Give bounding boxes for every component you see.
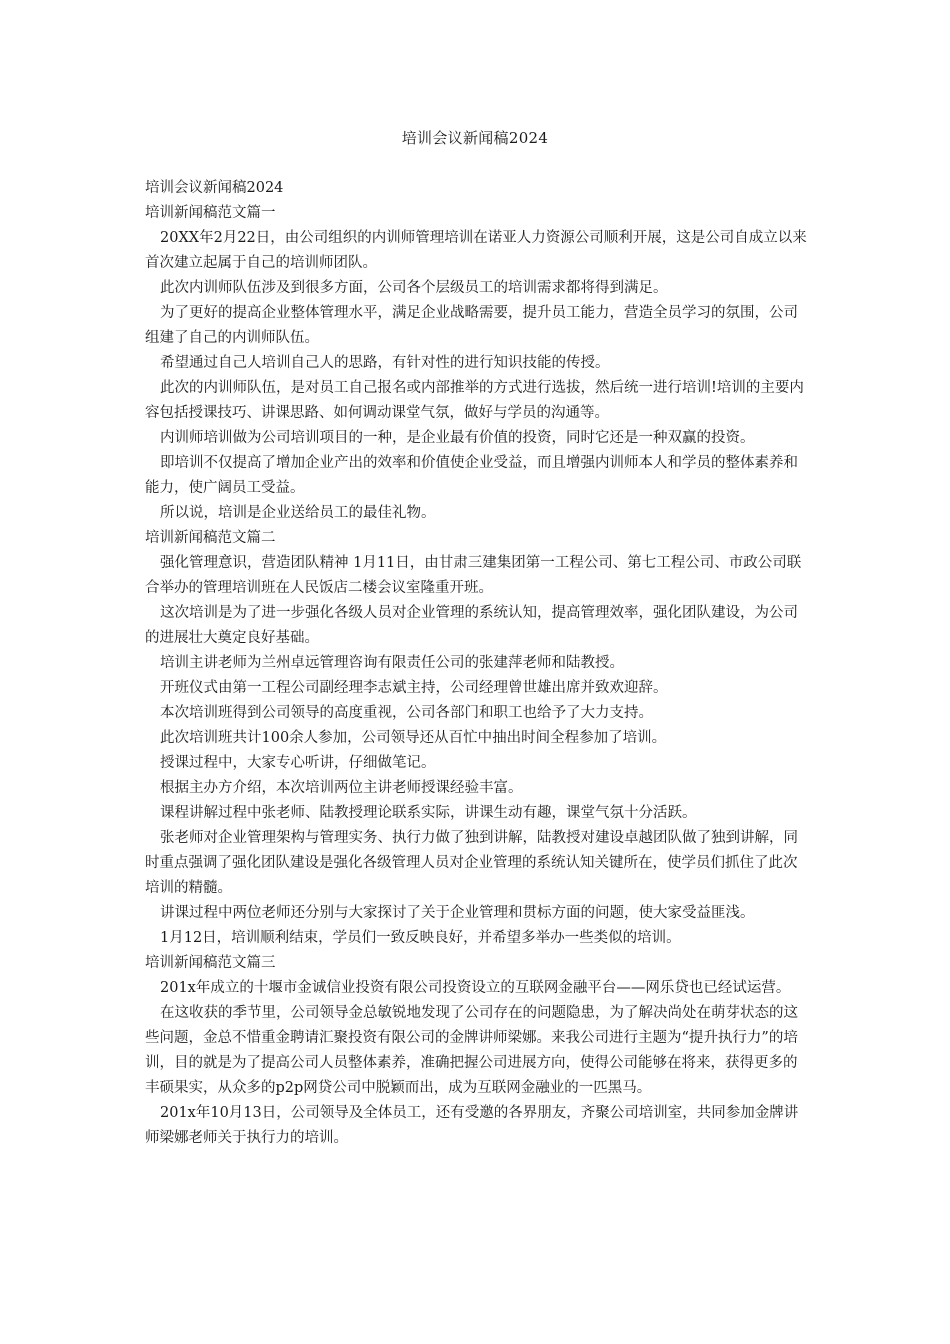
body-paragraph: 在这收获的季节里，公司领导金总敏锐地发现了公司存在的问题隐患，为了解决尚处在萌芽状态的这些问题，金总不惜重金聘请汇聚投资有限公司的金牌讲师梁娜。来我公司进行主题为“提升执行力”的培训，目的就是为了提高公司人员整体素养，准确把握公司进展方向，使得公司能够在将来，获得更多的丰硕果实，从众多的p2p网贷公司中脱颖而出，成为互联网金融业的一匹黑马。 [145,1005,798,1096]
body-paragraph: 授课过程中，大家专心听讲，仔细做笔记。 [160,755,436,771]
body-paragraph: 1月12日，培训顺利结束，学员们一致反映良好，并希望多举办一些类似的培训。 [160,930,681,946]
body-paragraph: 根据主办方介绍，本次培训两位主讲老师授课经验丰富。 [160,780,523,796]
body-paragraph: 培训主讲老师为兰州卓远管理咨询有限责任公司的张建萍老师和陆教授。 [160,655,624,671]
document-body [145,176,811,1151]
body-paragraph: 希望通过自己人培训自己人的思路，有针对性的进行知识技能的传授。 [160,355,610,371]
body-paragraph: 这次培训是为了进一步强化各级人员对企业管理的系统认知，提高管理效率，强化团队建设，为公司的进展壮大奠定良好基础。 [145,605,798,646]
body-paragraph: 即培训不仅提高了增加企业产出的效率和价值使企业受益，而且增强内训师本人和学员的整体素养和能力，使广阔员工受益。 [145,455,798,496]
body-paragraph: 此次的内训师队伍，是对员工自己报名或内部推举的方式进行选拔，然后统一进行培训!培训的主要内容包括授课技巧、讲课思路、如何调动课堂气氛，做好与学员的沟通等。 [145,380,804,421]
body-paragraph: 开班仪式由第一工程公司副经理李志斌主持，公司经理曾世雄出席并致欢迎辞。 [160,680,668,696]
document-title: 培训会议新闻稿2024 [401,129,549,147]
body-paragraph: 讲课过程中两位老师还分别与大家探讨了关于企业管理和贯标方面的问题，使大家受益匪浅。 [160,905,755,921]
body-paragraph: 张老师对企业管理架构与管理实务、执行力做了独到讲解，陆教授对建设卓越团队做了独到讲解，同时重点强调了强化团队建设是强化各级管理人员对企业管理的系统认知关键所在，使学员们抓住了此次培训的精髓。 [145,830,798,896]
body-paragraph: 内训师培训做为公司培训项目的一种，是企业最有价值的投资，同时它还是一种双赢的投资。 [160,430,755,446]
body-paragraph: 201x年成立的十堰市金诚信业投资有限公司投资设立的互联网金融平台——网乐贷也已经试运营。 [160,980,791,996]
body-paragraph: 此次内训师队伍涉及到很多方面，公司各个层级员工的培训需求都将得到满足。 [160,280,668,296]
section-heading: 培训会议新闻稿2024 [145,180,284,196]
body-paragraph: 此次培训班共计100余人参加，公司领导还从百忙中抽出时间全程参加了培训。 [160,730,667,746]
body-paragraph: 本次培训班得到公司领导的高度重视，公司各部门和职工也给予了大力支持。 [160,705,653,721]
body-paragraph: 所以说，培训是企业送给员工的最佳礼物。 [160,505,436,521]
section-heading: 培训新闻稿范文篇二 [145,530,276,546]
section-heading: 培训新闻稿范文篇三 [145,955,276,971]
body-paragraph: 课程讲解过程中张老师、陆教授理论联系实际，讲课生动有趣，课堂气氛十分活跃。 [160,805,697,821]
body-paragraph: 20XX年2月22日，由公司组织的内训师管理培训在诺亚人力资源公司顺利开展，这是公司自成立以来首次建立起属于自己的培训师团队。 [145,230,807,271]
body-paragraph: 强化管理意识，营造团队精神 1月11日，由甘肃三建集团第一工程公司、第七工程公司、市政公司联合举办的管理培训班在人民饭店二楼会议室隆重开班。 [145,555,802,596]
body-paragraph: 为了更好的提高企业整体管理水平，满足企业战略需要，提升员工能力，营造全员学习的氛围，公司组建了自己的内训师队伍。 [145,305,798,346]
body-paragraph: 201x年10月13日，公司领导及全体员工，还有受邀的各界朋友，齐聚公司培训室，共同参加金牌讲师梁娜老师关于执行力的培训。 [145,1105,799,1146]
section-heading: 培训新闻稿范文篇一 [145,205,276,221]
